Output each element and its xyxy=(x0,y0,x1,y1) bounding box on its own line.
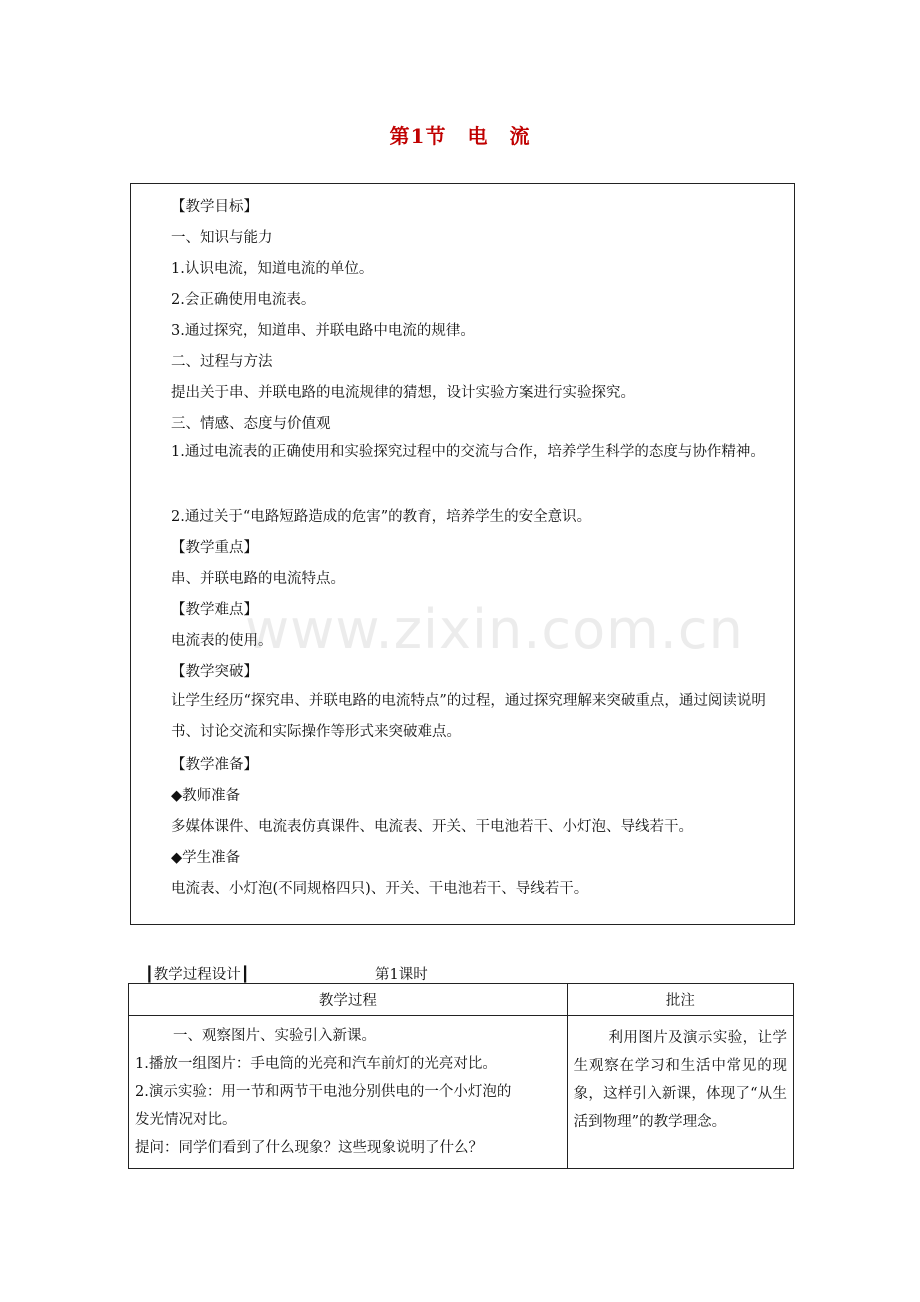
preparation-heading: 【教学准备】 xyxy=(171,757,258,773)
knowledge-item-1: 1.认识电流，知道电流的单位。 xyxy=(171,261,374,277)
key-points-text: 串、并联电路的电流特点。 xyxy=(171,571,345,587)
difficulties-text: 电流表的使用。 xyxy=(171,633,273,649)
teaching-process-table xyxy=(128,983,794,1169)
process-method-heading: 二、过程与方法 xyxy=(171,354,273,370)
knowledge-heading: 一、知识与能力 xyxy=(171,230,273,246)
breakthrough-heading: 【教学突破】 xyxy=(171,664,258,680)
notes-column-header: 批注 xyxy=(567,984,793,1016)
process-line-5: 提问：同学们看到了什么现象？这些现象说明了什么？ xyxy=(135,1140,483,1156)
emotion-item-2: 2.通过关于“电路短路造成的危害”的教育，培养学生的安全意识。 xyxy=(171,509,592,525)
knowledge-item-2: 2.会正确使用电流表。 xyxy=(171,292,316,308)
process-line-1: 一、观察图片、实验引入新课。 xyxy=(173,1028,376,1044)
process-cell xyxy=(129,1016,568,1169)
process-method-item: 提出关于串、并联电路的电流规律的猜想，设计实验方案进行实验探究。 xyxy=(171,385,635,401)
emotion-item-1: 1.通过电流表的正确使用和实验探究过程中的交流与合作，培养学生科学的态度与协作精神。 xyxy=(171,444,765,460)
difficulties-heading: 【教学难点】 xyxy=(171,602,258,618)
process-line-3: 2.演示实验：用一节和两节干电池分别供电的一个小灯泡的 xyxy=(135,1084,512,1100)
page-title: 第1节 电 流 xyxy=(389,124,531,148)
process-design-heading: ┃教学过程设计┃ xyxy=(145,967,250,983)
lesson-number: 第1课时 xyxy=(375,967,428,983)
emotion-heading: 三、情感、态度与价值观 xyxy=(171,416,331,432)
teacher-prep-text: 多媒体课件、电流表仿真课件、电流表、开关、干电池若干、小灯泡、导线若干。 xyxy=(171,819,693,835)
breakthrough-text: 让学生经历“探究串、并联电路的电流特点”的过程，通过探究理解来突破重点，通过阅读说明书、讨论交流和实际操作等形式来突破难点。 xyxy=(171,693,766,740)
process-line-4: 发光情况对比。 xyxy=(135,1112,237,1128)
key-points-heading: 【教学重点】 xyxy=(171,540,258,556)
watermark: www.zixin.com.cn xyxy=(245,598,744,661)
student-prep-text: 电流表、小灯泡(不同规格四只)、开关、干电池若干、导线若干。 xyxy=(171,881,589,897)
teaching-objectives-box xyxy=(130,183,795,925)
teacher-prep-heading: ◆教师准备 xyxy=(171,788,241,804)
note-text: 利用图片及演示实验，让学生观察在学习和生活中常见的现象，这样引入新课，体现了“从生活到物理”的教学理念。 xyxy=(573,1030,787,1130)
objectives-heading: 【教学目标】 xyxy=(171,199,258,215)
student-prep-heading: ◆学生准备 xyxy=(171,850,241,866)
process-column-header: 教学过程 xyxy=(129,984,568,1016)
knowledge-item-3: 3.通过探究，知道串、并联电路中电流的规律。 xyxy=(171,323,475,339)
notes-cell xyxy=(567,1016,793,1169)
process-line-2: 1.播放一组图片：手电筒的光亮和汽车前灯的光亮对比。 xyxy=(135,1056,497,1072)
